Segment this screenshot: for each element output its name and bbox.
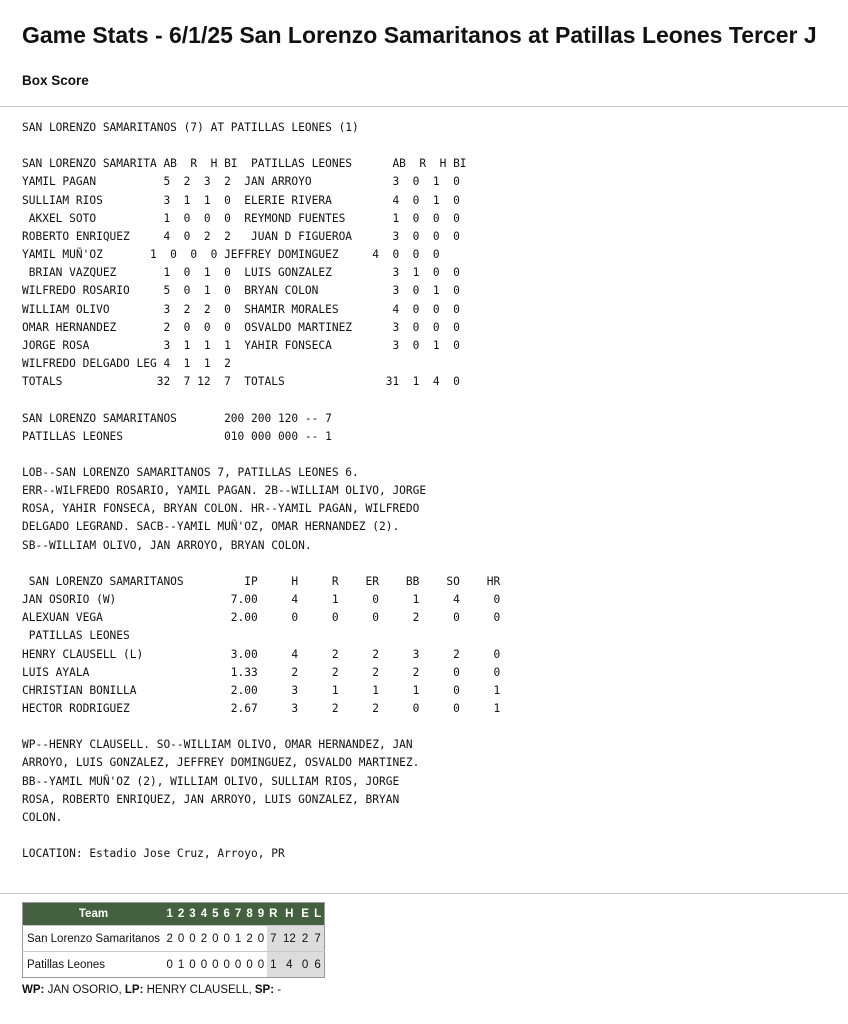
lp-label: LP: bbox=[124, 984, 144, 996]
inning-score: 1 bbox=[175, 952, 186, 978]
header-inning-7: 7 bbox=[232, 903, 243, 926]
hits-total: 4 bbox=[280, 952, 299, 978]
save-pitcher: - bbox=[277, 984, 282, 996]
header-team: Team bbox=[23, 903, 164, 926]
header-inning-6: 6 bbox=[221, 903, 232, 926]
inning-score: 0 bbox=[221, 952, 232, 978]
table-row bbox=[23, 952, 325, 978]
inning-score: 0 bbox=[244, 952, 255, 978]
box-score-heading: Box Score bbox=[22, 73, 89, 88]
inning-score: 2 bbox=[244, 926, 255, 952]
winning-pitcher: JAN OSORIO, bbox=[47, 984, 122, 996]
inning-score: 0 bbox=[232, 952, 243, 978]
header-runs: R bbox=[267, 903, 280, 926]
inning-score: 0 bbox=[198, 952, 209, 978]
team-name: San Lorenzo Samaritanos bbox=[23, 926, 164, 952]
header-left: L bbox=[311, 903, 324, 926]
inning-score: 0 bbox=[255, 926, 266, 952]
sp-label: SP: bbox=[254, 984, 275, 996]
inning-score: 0 bbox=[164, 952, 175, 978]
header-errors: E bbox=[299, 903, 312, 926]
inning-score: 2 bbox=[198, 926, 209, 952]
inning-score: 1 bbox=[232, 926, 243, 952]
box-score-text: SAN LORENZO SAMARITANOS (7) AT PATILLAS LEONES (1) SAN LORENZO SAMARITA AB R H BI PATILLAS LEONES AB R H BI YAMIL PAGAN 5 2 3 2 JAN ARROYO 3 0 1 0 SULLIAM RIOS 3 1 1 0 ELERIE RIVERA 4 0 1 0 AKXEL SOTO 1 0 0 0 REYMOND FUENTES 1 0 0 0 ROBERTO ENRIQUEZ 4 0 2 2 JUAN D FIGUEROA 3 0 0 0 YAMIL MUÑ'OZ 1 0 0 0 JEFFREY DOMINGUEZ 4 0 0 0 BRIAN VAZQUEZ 1 0 1 0 LUIS GONZALEZ 3 1 0 0 WILFREDO ROSARIO 5 0 1 0 BRYAN COLON 3 0 1 0 WILLIAM OLIVO 3 2 2 0 SHAMIR MORALES 4 0 0 0 OMAR HERNANDEZ 2 0 0 0 OSVALDO MARTINEZ 3 0 0 0 JORGE ROSA 3 1 1 1 YAHIR FONSECA 3 0 1 0 WILFREDO DELGADO LEG 4 1 1 2 TOTALS 32 7 12 7 TOTALS 31 1 4 0 SAN LORENZO SAMARITANOS 200 200 120 -- 7 PATILLAS LEONES 010 000 000 -- 1 LOB--SAN LORENZO SAMARITANOS 7, PATILLAS LEONES 6. ERR--WILFREDO ROSARIO, YAMIL PAGAN. 2B--WILLIAM OLIVO, JORGE ROSA, YAHIR FONSECA, BRYAN COLON. HR--YAMIL PAGAN, WILFREDO DELGADO LEGRAND. SACB--YAMIL MUÑ'OZ, OMAR HERNANDEZ (2). SB--WILLIAM OLIVO, JAN ARROYO, BRYAN COLON. SAN LORENZO SAMARITANOS IP H R ER BB SO HR JAN OSORIO (W) 7.00 4 1 0 1 4 0 ALEXUAN VEGA 2.00 0 0 0 2 0 0 PATILLAS LEONES HENRY CLAUSELL (L) 3.00 4 2 2 3 2 0 LUIS AYALA 1.33 2 2 2 2 0 0 CHRISTIAN BONILLA 2.00 3 1 1 1 0 1 HECTOR RODRIGUEZ 2.67 3 2 2 0 0 1 WP--HENRY CLAUSELL. SO--WILLIAM OLIVO, OMAR HERNANDEZ, JAN ARROYO, LUIS GONZALEZ, JEFFREY DOMINGUEZ, OSVALDO MARTINEZ. BB--YAMIL MUÑ'OZ (2), WILLIAM OLIVO, SULLIAM RIOS, JORGE ROSA, ROBERTO ENRIQUEZ, JAN ARROYO, LUIS GONZALEZ, BRYAN COLON. LOCATION: Estadio Jose Cruz, Arroyo, PR bbox=[22, 121, 501, 861]
runs-total: 1 bbox=[267, 952, 280, 978]
header-inning-9: 9 bbox=[255, 903, 266, 926]
header-inning-4: 4 bbox=[198, 903, 209, 926]
header-inning-1: 1 bbox=[164, 903, 175, 926]
header-inning-8: 8 bbox=[244, 903, 255, 926]
inning-score: 0 bbox=[255, 952, 266, 978]
header-inning-2: 2 bbox=[175, 903, 186, 926]
hits-total: 12 bbox=[280, 926, 299, 952]
errors-total: 0 bbox=[299, 952, 312, 978]
table-row bbox=[23, 926, 325, 952]
wp-label: WP: bbox=[22, 984, 45, 996]
inning-score: 0 bbox=[210, 952, 221, 978]
header-hits: H bbox=[280, 903, 299, 926]
inning-score: 2 bbox=[164, 926, 175, 952]
pitching-decisions bbox=[22, 984, 281, 996]
team-name: Patillas Leones bbox=[23, 952, 164, 978]
inning-score: 0 bbox=[210, 926, 221, 952]
losing-pitcher: HENRY CLAUSELL, bbox=[146, 984, 252, 996]
header-inning-5: 5 bbox=[210, 903, 221, 926]
linescore-table bbox=[22, 902, 325, 978]
inning-score: 0 bbox=[187, 952, 198, 978]
left-total: 7 bbox=[311, 926, 324, 952]
runs-total: 7 bbox=[267, 926, 280, 952]
inning-score: 0 bbox=[175, 926, 186, 952]
errors-total: 2 bbox=[299, 926, 312, 952]
header-inning-3: 3 bbox=[187, 903, 198, 926]
linescore-header-row bbox=[23, 903, 325, 926]
bottom-divider bbox=[0, 893, 848, 894]
inning-score: 0 bbox=[187, 926, 198, 952]
inning-score: 0 bbox=[221, 926, 232, 952]
left-total: 6 bbox=[311, 952, 324, 978]
top-divider bbox=[0, 106, 848, 107]
page-title: Game Stats - 6/1/25 San Lorenzo Samaritanos at Patillas Leones Tercer J bbox=[22, 22, 817, 48]
